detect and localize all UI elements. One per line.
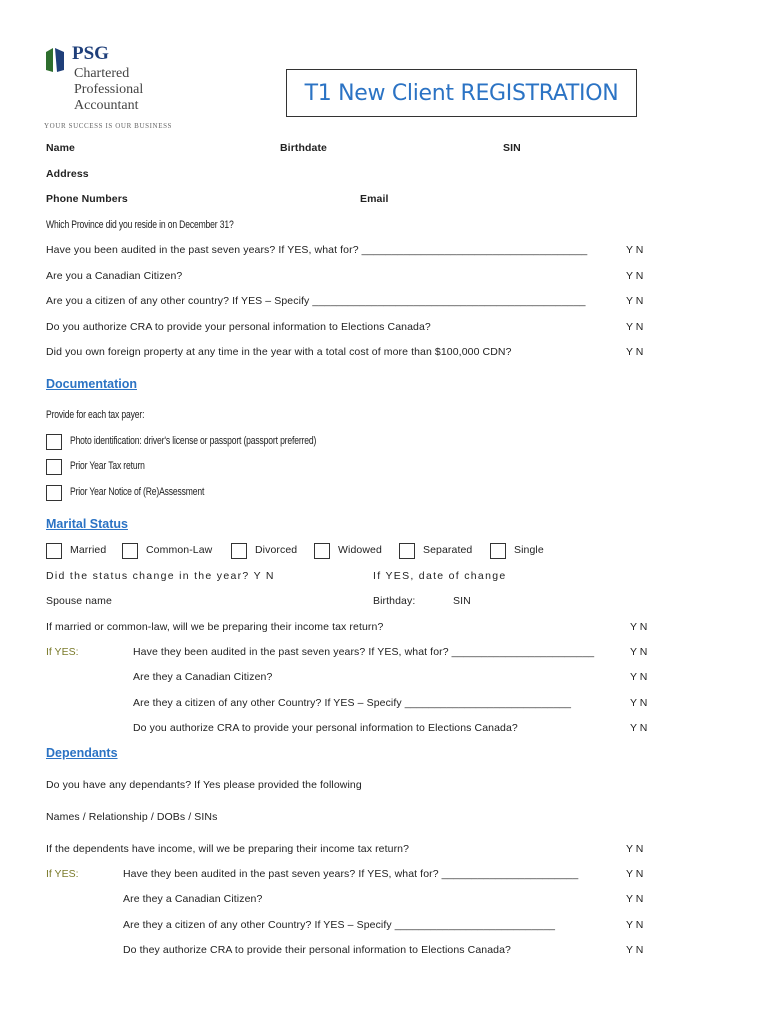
spouse-preparing-question: If married or common-law, will we be preparing their income tax return?: [46, 621, 384, 633]
dependants-citizen-question: Are they a Canadian Citizen?: [123, 893, 263, 905]
married-label: Married: [70, 544, 107, 556]
dependants-details-label: Names / Relationship / DOBs / SINs: [46, 811, 218, 823]
dependants-preparing-question: If the dependents have income, will we be preparing their income tax return?: [46, 843, 410, 855]
logo-psg: PSG: [72, 43, 109, 64]
foreign-property-yn: Y N: [626, 346, 644, 358]
common-law-label: Common-Law: [146, 544, 213, 556]
email-label: Email: [360, 193, 389, 205]
dependants-cra-yn: Y N: [626, 944, 644, 956]
dependants-heading: Dependants: [46, 746, 118, 760]
province-question: Which Province did you reside in on December 31?: [46, 219, 234, 231]
dependants-other-country-question: Are they a citizen of any other Country? If YES – Specify ___________________________: [123, 919, 556, 931]
prior-year-return-checkbox[interactable]: [46, 459, 62, 475]
dependants-preparing-yn: Y N: [626, 843, 644, 855]
dependants-audited-question: Have they been audited in the past seven years? If YES, what for? _______________________: [123, 868, 579, 880]
logo-mark-icon: [44, 46, 66, 74]
divorced-checkbox[interactable]: [231, 543, 247, 559]
single-label: Single: [514, 544, 544, 556]
other-country-yn: Y N: [626, 295, 644, 307]
logo-line-3: Accountant: [74, 98, 139, 113]
widowed-label: Widowed: [338, 544, 382, 556]
status-change-question: Did the status change in the year? Y N: [46, 570, 275, 582]
marital-heading: Marital Status: [46, 517, 128, 531]
notice-assessment-label: Prior Year Notice of (Re)Assessment: [70, 486, 205, 498]
documentation-intro: Provide for each tax payer:: [46, 409, 145, 421]
divorced-label: Divorced: [255, 544, 298, 556]
citizen-question: Are you a Canadian Citizen?: [46, 270, 183, 282]
prior-year-return-label: Prior Year Tax return: [70, 460, 145, 472]
phone-label: Phone Numbers: [46, 193, 128, 205]
dependants-if-yes-label: If YES:: [46, 868, 79, 880]
spouse-audited-yn: Y N: [630, 646, 648, 658]
address-label: Address: [46, 168, 89, 180]
citizen-yn: Y N: [626, 270, 644, 282]
dependants-other-country-yn: Y N: [626, 919, 644, 931]
separated-checkbox[interactable]: [399, 543, 415, 559]
spouse-audited-question: Have they been audited in the past seven years? If YES, what for? ________________________: [133, 646, 595, 658]
common-law-checkbox[interactable]: [122, 543, 138, 559]
spouse-citizen-yn: Y N: [630, 671, 648, 683]
foreign-property-question: Did you own foreign property at any time in the year with a total cost of more than $100,000 CDN?: [46, 346, 512, 358]
cra-question: Do you authorize CRA to provide your personal information to Elections Canada?: [46, 321, 431, 333]
spouse-cra-yn: Y N: [630, 722, 648, 734]
spouse-birthday-label: Birthday:: [373, 595, 416, 607]
notice-assessment-checkbox[interactable]: [46, 485, 62, 501]
single-checkbox[interactable]: [490, 543, 506, 559]
spouse-if-yes-label: If YES:: [46, 646, 79, 658]
dependants-question: Do you have any dependants? If Yes please provided the following: [46, 779, 362, 791]
audited-yn: Y N: [626, 244, 644, 256]
sin-label: SIN: [503, 142, 521, 154]
title-box: [286, 69, 637, 117]
documentation-heading: Documentation: [46, 377, 137, 391]
name-label: Name: [46, 142, 75, 154]
spouse-other-country-yn: Y N: [630, 697, 648, 709]
page-title: T1 New Client REGISTRATION: [304, 80, 619, 106]
other-country-question: Are you a citizen of any other country? If YES – Specify ______________________________________________: [46, 295, 586, 307]
date-of-change-label: If YES, date of change: [373, 570, 507, 582]
photo-id-checkbox[interactable]: [46, 434, 62, 450]
dependants-audited-yn: Y N: [626, 868, 644, 880]
dependants-citizen-yn: Y N: [626, 893, 644, 905]
spouse-sin-label: SIN: [453, 595, 471, 607]
widowed-checkbox[interactable]: [314, 543, 330, 559]
dependants-cra-question: Do they authorize CRA to provide their personal information to Elections Canada?: [123, 944, 511, 956]
married-checkbox[interactable]: [46, 543, 62, 559]
logo-line-2: Professional: [74, 82, 144, 97]
spouse-citizen-question: Are they a Canadian Citizen?: [133, 671, 273, 683]
audited-question: Have you been audited in the past seven years? If YES, what for? ______________________________________: [46, 244, 588, 256]
spouse-other-country-question: Are they a citizen of any other Country? If YES – Specify ____________________________: [133, 697, 572, 709]
cra-yn: Y N: [626, 321, 644, 333]
logo-tagline: YOUR SUCCESS IS OUR BUSINESS: [44, 122, 173, 130]
birthdate-label: Birthdate: [280, 142, 327, 154]
photo-id-label: Photo identification: driver's license or passport (passport preferred): [70, 435, 317, 447]
spouse-preparing-yn: Y N: [630, 621, 648, 633]
logo-line-1: Chartered: [74, 66, 130, 81]
separated-label: Separated: [423, 544, 473, 556]
spouse-cra-question: Do you authorize CRA to provide your personal information to Elections Canada?: [133, 722, 518, 734]
spouse-name-label: Spouse name: [46, 595, 112, 607]
